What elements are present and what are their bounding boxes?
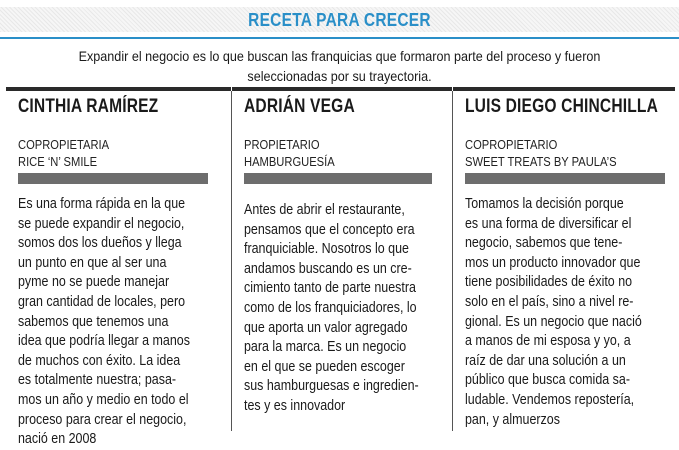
quote-line: somos dos los dueños y llega: [18, 235, 182, 252]
quote-line: tes y es innovador: [244, 397, 346, 414]
quote-line: público que busca comida sa-: [465, 372, 630, 389]
profile-name: LUIS DIEGO CHINCHILLA: [465, 96, 659, 117]
quote-line: franquiciable. Nosotros lo que: [244, 241, 409, 258]
quote-line: de muchos con éxito. La idea: [18, 352, 181, 369]
profile-name: CINTHIA RAMÍREZ: [18, 96, 159, 117]
profile-quote: [465, 195, 670, 430]
quote-line: andamos buscando es un cre-: [244, 260, 412, 277]
profile-card-3: [453, 87, 675, 436]
quote-line: pan, y almuerzos: [465, 411, 560, 428]
quote-line: sus hamburguesas e ingredien-: [244, 378, 419, 395]
quote-line: proceso para crear el negocio,: [18, 411, 187, 428]
quote-line: idea que podría llegar a manos: [18, 333, 190, 350]
quote-line: pyme no se puede manejar: [18, 274, 170, 291]
profile-title: PROPIETARIO: [244, 137, 320, 152]
profile-role: [18, 136, 109, 170]
intro-text: [14, 46, 665, 86]
profile-company: SWEET TREATS BY PAULA’S: [465, 154, 617, 169]
quote-line: negocio, sabemos que tene-: [465, 235, 623, 252]
quote-line: se puede expandir el negocio,: [18, 215, 185, 232]
quote-line: mos un producto innovador que: [465, 254, 641, 271]
separator-bar: [244, 173, 432, 184]
quote-line: Antes de abrir el restaurante,: [244, 202, 405, 218]
quote-line: a manos de mi esposa y yo, a: [465, 333, 631, 350]
quote-line: es una forma de diversificar el: [465, 215, 632, 232]
quote-line: cimiento tanto de parte nuestra: [244, 280, 416, 297]
quote-line: raíz de dar una solución a un: [465, 352, 626, 369]
quote-line: solo en el país, sino a nivel re-: [465, 293, 634, 310]
quote-line: es totalmente nuestra; pasa-: [18, 372, 177, 389]
quote-line: que aporta un valor agregado: [244, 319, 408, 336]
quote-line: Es una forma rápida en la que: [18, 196, 186, 212]
quote-line: tiene posibilidades de éxito no: [465, 274, 633, 291]
quote-line: en el que se pueden escoger: [244, 358, 405, 375]
quote-line: nació en 2008: [18, 431, 97, 448]
profile-company: RICE ‘N’ SMILE: [18, 154, 98, 169]
profile-title: COPROPIETARIO: [465, 137, 558, 152]
profile-quote: [18, 195, 223, 450]
header-section: [0, 0, 679, 38]
page-title: RECETA PARA CRECER: [248, 10, 431, 30]
quote-line: mos un año y medio en todo el: [18, 391, 189, 408]
quote-line: sabemos que tenemos una: [18, 313, 169, 330]
quote-line: Tomamos la decisión porque: [465, 196, 624, 212]
separator-bar: [18, 173, 208, 184]
profile-role: [465, 136, 617, 170]
header-rule: [0, 37, 679, 39]
quote-line: pensamos que el concepto era: [244, 221, 415, 238]
separator-bar: [465, 173, 665, 184]
quote-line: gran cantidad de locales, pero: [18, 293, 186, 310]
quote-line: como de los franquiciadores, lo: [244, 299, 417, 316]
profile-quote: [244, 201, 442, 417]
profile-card-1: [6, 87, 231, 448]
profile-role: [244, 136, 335, 170]
profile-name: ADRIÁN VEGA: [244, 96, 355, 117]
quote-line: para la marca. Es un negocio: [244, 339, 407, 356]
profile-card-2: [232, 87, 452, 436]
profile-title: COPROPIETARIA: [18, 137, 110, 152]
intro-text-content: Expandir el negocio es lo que buscan las franquicias que formaron parte del proceso y fueron seleccionadas por su trayectoria.: [78, 48, 601, 84]
quote-line: un punto en que al ser una: [18, 254, 167, 271]
quote-line: gional. Es un negocio que nació: [465, 313, 642, 330]
profile-company: HAMBURGUESÍA: [244, 154, 335, 169]
quote-line: ludable. Vendemos repostería,: [465, 391, 635, 408]
